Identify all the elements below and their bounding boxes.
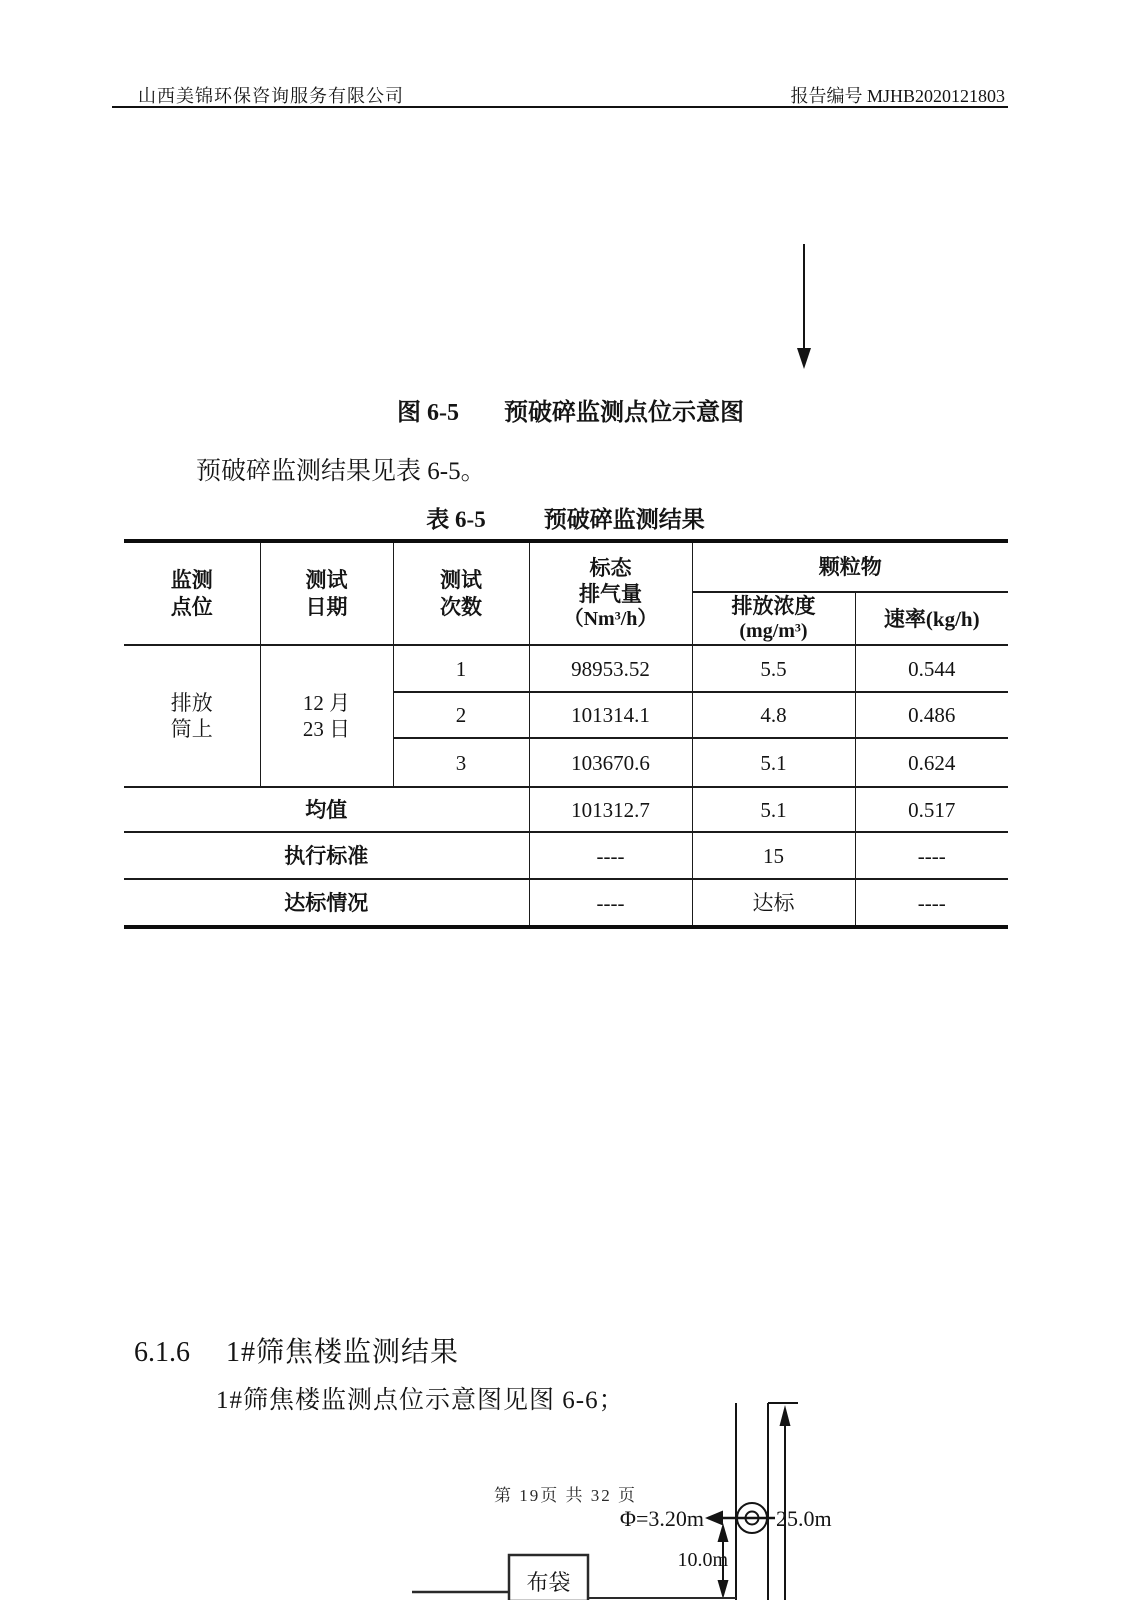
table-caption-title: 预破碎监测结果 [543, 507, 705, 532]
figure-caption [397, 392, 744, 427]
cell-compliance-label: 达标情况 [124, 879, 529, 927]
cell-mean-rate: 0.517 [855, 787, 1008, 832]
table-row-standard [124, 832, 1008, 879]
header-cell-rate: 速率(kg/h) [855, 592, 1008, 645]
cell-run3-rate: 0.624 [855, 738, 1008, 787]
header-cell-pm-group: 颗粒物 [692, 541, 1008, 592]
cell-run2-rate: 0.486 [855, 692, 1008, 738]
cell-standard-conc: 15 [692, 832, 855, 879]
cell-run1-flow: 98953.52 [529, 645, 692, 692]
cell-date: 12 月 23 日 [260, 645, 393, 787]
figure-caption-label: 图 6-5 [397, 400, 459, 426]
monitoring-results-table [124, 539, 1008, 929]
dimension-arrow-up-icon [780, 1405, 791, 1426]
table-row-mean [124, 787, 1008, 832]
header-report-number: 报告编号 MJHB2020121803 [790, 86, 1005, 106]
cell-compliance-flow: ---- [529, 879, 692, 927]
port-dimension-arrow-down-icon [718, 1580, 729, 1599]
figure-6-5-arrow-down-icon [790, 242, 818, 372]
header-cell-flow: 标态 排气量 （Nm³/h） [529, 541, 692, 645]
cell-run3-conc: 5.1 [692, 738, 855, 787]
paragraph-results-ref: 预破碎监测结果见表 6-5。 [196, 458, 486, 485]
section-number: 6.1.6 [134, 1337, 190, 1368]
header-cell-date: 测试 日期 [260, 541, 393, 645]
cell-run2-flow: 101314.1 [529, 692, 692, 738]
section-heading [134, 1330, 459, 1370]
paragraph-figure-ref: 1#筛焦楼监测点位示意图见图 6-6； [216, 1387, 625, 1414]
cell-standard-label: 执行标准 [124, 832, 529, 879]
figure-caption-title: 预破碎监测点位示意图 [504, 400, 744, 426]
cell-mean-conc: 5.1 [692, 787, 855, 832]
cell-standard-flow: ---- [529, 832, 692, 879]
cell-run1-conc: 5.5 [692, 645, 855, 692]
cell-run3-no: 3 [393, 738, 529, 787]
cell-run1-no: 1 [393, 645, 529, 692]
cell-site: 排放 筒上 [124, 645, 260, 787]
baghouse-label: 布袋 [526, 1570, 571, 1595]
cell-run2-no: 2 [393, 692, 529, 738]
table-header-row-1 [124, 541, 1008, 592]
cell-mean-label: 均值 [124, 787, 529, 832]
cell-standard-rate: ---- [855, 832, 1008, 879]
header-rule [112, 106, 1008, 108]
cell-mean-flow: 101312.7 [529, 787, 692, 832]
cell-compliance-rate: ---- [855, 879, 1008, 927]
stack-height-label: 25.0m [776, 1506, 832, 1531]
header-cell-concentration: 排放浓度 (mg/m³) [692, 592, 855, 645]
cell-run3-flow: 103670.6 [529, 738, 692, 787]
table-row-run1 [124, 645, 1008, 692]
header-cell-times: 测试 次数 [393, 541, 529, 645]
port-height-label: 10.0m [677, 1549, 728, 1571]
table-caption [0, 501, 1131, 534]
header-cell-point: 监测 点位 [124, 541, 260, 645]
stack-diameter-label: Φ=3.20m [619, 1506, 704, 1531]
section-title: 1#筛焦楼监测结果 [226, 1337, 460, 1368]
table-caption-label: 表 6-5 [426, 507, 486, 532]
cell-compliance-conc: 达标 [692, 879, 855, 927]
diameter-arrow-left-icon [705, 1511, 723, 1526]
cell-run1-rate: 0.544 [855, 645, 1008, 692]
header-company-name: 山西美锦环保咨询服务有限公司 [138, 86, 404, 106]
table-row-compliance [124, 879, 1008, 927]
cell-run2-conc: 4.8 [692, 692, 855, 738]
page-footer: 第 19页 共 32 页 [494, 1486, 637, 1505]
